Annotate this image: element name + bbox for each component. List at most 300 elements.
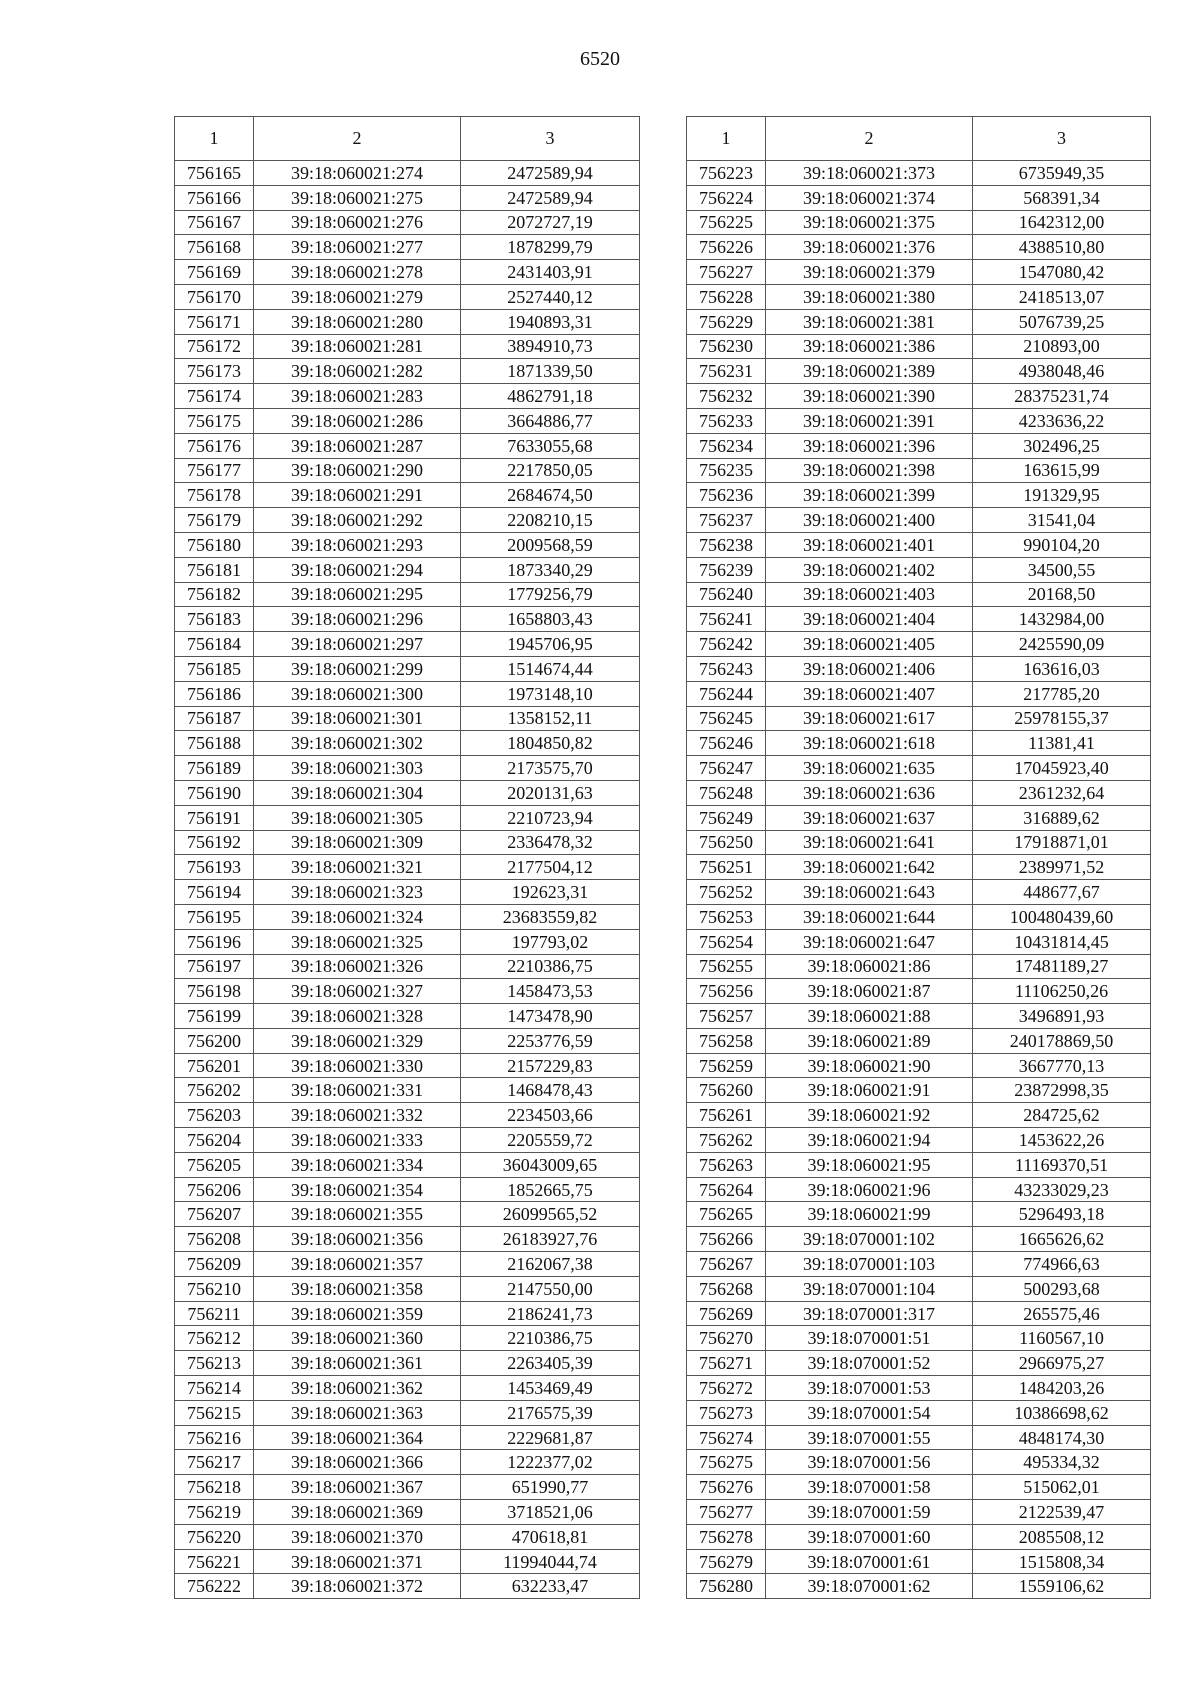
column-header-2: 2 <box>254 117 461 161</box>
table-row <box>175 1252 640 1277</box>
table-row <box>175 1202 640 1227</box>
table-row <box>687 334 1151 359</box>
table-row <box>175 855 640 880</box>
cadastral-number-cell: 39:18:070001:317 <box>766 1301 973 1326</box>
cadastral-number-cell: 39:18:060021:644 <box>766 904 973 929</box>
value-cell: 2147550,00 <box>461 1276 640 1301</box>
cadastral-number-cell: 39:18:060021:278 <box>254 260 461 285</box>
table-row <box>687 1425 1151 1450</box>
value-cell: 2162067,38 <box>461 1252 640 1277</box>
row-number-cell: 756188 <box>175 731 254 756</box>
cadastral-number-cell: 39:18:070001:51 <box>766 1326 973 1351</box>
table-row <box>687 1450 1151 1475</box>
cadastral-number-cell: 39:18:060021:292 <box>254 508 461 533</box>
row-number-cell: 756174 <box>175 384 254 409</box>
value-cell: 1559106,62 <box>973 1574 1151 1599</box>
cadastral-number-cell: 39:18:060021:305 <box>254 805 461 830</box>
value-cell: 2176575,39 <box>461 1400 640 1425</box>
cadastral-number-cell: 39:18:060021:296 <box>254 607 461 632</box>
value-cell: 284725,62 <box>973 1103 1151 1128</box>
table-row <box>687 508 1151 533</box>
table-row <box>175 1276 640 1301</box>
table-row <box>687 681 1151 706</box>
table-row <box>687 632 1151 657</box>
cadastral-number-cell: 39:18:060021:95 <box>766 1152 973 1177</box>
column-header-1: 1 <box>687 117 766 161</box>
table-row <box>687 1574 1151 1599</box>
cadastral-number-cell: 39:18:060021:321 <box>254 855 461 880</box>
value-cell: 2072727,19 <box>461 210 640 235</box>
right-table <box>686 116 1151 1599</box>
table-row <box>687 582 1151 607</box>
cadastral-number-cell: 39:18:060021:391 <box>766 408 973 433</box>
value-cell: 10386698,62 <box>973 1400 1151 1425</box>
value-cell: 5076739,25 <box>973 309 1151 334</box>
cadastral-number-cell: 39:18:070001:54 <box>766 1400 973 1425</box>
value-cell: 4938048,46 <box>973 359 1151 384</box>
row-number-cell: 756210 <box>175 1276 254 1301</box>
value-cell: 2229681,87 <box>461 1425 640 1450</box>
cadastral-number-cell: 39:18:070001:61 <box>766 1549 973 1574</box>
value-cell: 28375231,74 <box>973 384 1151 409</box>
row-number-cell: 756252 <box>687 880 766 905</box>
cadastral-number-cell: 39:18:060021:332 <box>254 1103 461 1128</box>
row-number-cell: 756277 <box>687 1500 766 1525</box>
page-number: 6520 <box>580 48 620 70</box>
table-row <box>175 1549 640 1574</box>
value-cell: 163616,03 <box>973 656 1151 681</box>
row-number-cell: 756214 <box>175 1376 254 1401</box>
cadastral-number-cell: 39:18:060021:403 <box>766 582 973 607</box>
cadastral-number-cell: 39:18:060021:369 <box>254 1500 461 1525</box>
cadastral-number-cell: 39:18:060021:301 <box>254 706 461 731</box>
table-row <box>687 1177 1151 1202</box>
row-number-cell: 756206 <box>175 1177 254 1202</box>
row-number-cell: 756265 <box>687 1202 766 1227</box>
cadastral-number-cell: 39:18:060021:88 <box>766 1004 973 1029</box>
cadastral-number-cell: 39:18:070001:56 <box>766 1450 973 1475</box>
value-cell: 651990,77 <box>461 1475 640 1500</box>
table-row <box>175 1128 640 1153</box>
table-row <box>175 904 640 929</box>
table-row <box>175 1152 640 1177</box>
left-table <box>174 116 640 1599</box>
cadastral-number-cell: 39:18:060021:407 <box>766 681 973 706</box>
cadastral-number-cell: 39:18:060021:274 <box>254 161 461 186</box>
row-number-cell: 756248 <box>687 780 766 805</box>
cadastral-number-cell: 39:18:060021:389 <box>766 359 973 384</box>
row-number-cell: 756178 <box>175 483 254 508</box>
value-cell: 990104,20 <box>973 532 1151 557</box>
table-row <box>687 557 1151 582</box>
value-cell: 240178869,50 <box>973 1028 1151 1053</box>
row-number-cell: 756215 <box>175 1400 254 1425</box>
cadastral-number-cell: 39:18:060021:302 <box>254 731 461 756</box>
cadastral-number-cell: 39:18:060021:280 <box>254 309 461 334</box>
row-number-cell: 756169 <box>175 260 254 285</box>
value-cell: 774966,63 <box>973 1252 1151 1277</box>
row-number-cell: 756211 <box>175 1301 254 1326</box>
value-cell: 515062,01 <box>973 1475 1151 1500</box>
row-number-cell: 756212 <box>175 1326 254 1351</box>
cadastral-number-cell: 39:18:060021:367 <box>254 1475 461 1500</box>
value-cell: 3718521,06 <box>461 1500 640 1525</box>
table-row <box>175 880 640 905</box>
table-row <box>175 1103 640 1128</box>
row-number-cell: 756167 <box>175 210 254 235</box>
row-number-cell: 756183 <box>175 607 254 632</box>
cadastral-number-cell: 39:18:060021:381 <box>766 309 973 334</box>
row-number-cell: 756191 <box>175 805 254 830</box>
value-cell: 2210723,94 <box>461 805 640 830</box>
value-cell: 100480439,60 <box>973 904 1151 929</box>
cadastral-number-cell: 39:18:060021:360 <box>254 1326 461 1351</box>
cadastral-number-cell: 39:18:070001:60 <box>766 1524 973 1549</box>
value-cell: 43233029,23 <box>973 1177 1151 1202</box>
table-row <box>175 731 640 756</box>
table-row <box>175 1227 640 1252</box>
value-cell: 4388510,80 <box>973 235 1151 260</box>
value-cell: 1878299,79 <box>461 235 640 260</box>
value-cell: 2389971,52 <box>973 855 1151 880</box>
table-row <box>175 1078 640 1103</box>
row-number-cell: 756258 <box>687 1028 766 1053</box>
table-row <box>687 855 1151 880</box>
table-row <box>687 309 1151 334</box>
row-number-cell: 756242 <box>687 632 766 657</box>
value-cell: 20168,50 <box>973 582 1151 607</box>
value-cell: 1871339,50 <box>461 359 640 384</box>
cadastral-number-cell: 39:18:060021:386 <box>766 334 973 359</box>
cadastral-number-cell: 39:18:060021:330 <box>254 1053 461 1078</box>
row-number-cell: 756278 <box>687 1524 766 1549</box>
value-cell: 2425590,09 <box>973 632 1151 657</box>
cadastral-number-cell: 39:18:060021:86 <box>766 954 973 979</box>
value-cell: 2253776,59 <box>461 1028 640 1053</box>
cadastral-number-cell: 39:18:060021:373 <box>766 161 973 186</box>
value-cell: 11169370,51 <box>973 1152 1151 1177</box>
value-cell: 1547080,42 <box>973 260 1151 285</box>
row-number-cell: 756236 <box>687 483 766 508</box>
value-cell: 265575,46 <box>973 1301 1151 1326</box>
row-number-cell: 756192 <box>175 830 254 855</box>
table-row <box>687 1400 1151 1425</box>
row-number-cell: 756262 <box>687 1128 766 1153</box>
cadastral-number-cell: 39:18:060021:357 <box>254 1252 461 1277</box>
table-row <box>175 1574 640 1599</box>
row-number-cell: 756267 <box>687 1252 766 1277</box>
value-cell: 1940893,31 <box>461 309 640 334</box>
cadastral-number-cell: 39:18:060021:359 <box>254 1301 461 1326</box>
cadastral-number-cell: 39:18:060021:323 <box>254 880 461 905</box>
value-cell: 11994044,74 <box>461 1549 640 1574</box>
table-row <box>687 1376 1151 1401</box>
table-row <box>175 756 640 781</box>
column-header-3: 3 <box>461 117 640 161</box>
table-row <box>175 1028 640 1053</box>
table-row <box>687 656 1151 681</box>
row-number-cell: 756264 <box>687 1177 766 1202</box>
table-row <box>175 334 640 359</box>
cadastral-number-cell: 39:18:060021:326 <box>254 954 461 979</box>
left-table-body <box>175 161 640 1599</box>
cadastral-number-cell: 39:18:060021:398 <box>766 458 973 483</box>
row-number-cell: 756245 <box>687 706 766 731</box>
row-number-cell: 756260 <box>687 1078 766 1103</box>
value-cell: 163615,99 <box>973 458 1151 483</box>
table-row <box>687 185 1151 210</box>
cadastral-number-cell: 39:18:060021:362 <box>254 1376 461 1401</box>
row-number-cell: 756187 <box>175 706 254 731</box>
table-row <box>175 458 640 483</box>
row-number-cell: 756253 <box>687 904 766 929</box>
cadastral-number-cell: 39:18:060021:366 <box>254 1450 461 1475</box>
value-cell: 2234503,66 <box>461 1103 640 1128</box>
value-cell: 2157229,83 <box>461 1053 640 1078</box>
value-cell: 36043009,65 <box>461 1152 640 1177</box>
cadastral-number-cell: 39:18:060021:400 <box>766 508 973 533</box>
table-row <box>175 656 640 681</box>
row-number-cell: 756199 <box>175 1004 254 1029</box>
value-cell: 1484203,26 <box>973 1376 1151 1401</box>
row-number-cell: 756229 <box>687 309 766 334</box>
table-row <box>175 1425 640 1450</box>
table-row <box>175 1004 640 1029</box>
cadastral-number-cell: 39:18:060021:275 <box>254 185 461 210</box>
table-row <box>687 235 1151 260</box>
value-cell: 1453469,49 <box>461 1376 640 1401</box>
table-row <box>175 929 640 954</box>
cadastral-number-cell: 39:18:060021:372 <box>254 1574 461 1599</box>
row-number-cell: 756270 <box>687 1326 766 1351</box>
table-row <box>687 210 1151 235</box>
value-cell: 1852665,75 <box>461 1177 640 1202</box>
row-number-cell: 756195 <box>175 904 254 929</box>
table-row <box>687 1078 1151 1103</box>
value-cell: 26183927,76 <box>461 1227 640 1252</box>
table-row <box>175 805 640 830</box>
value-cell: 2263405,39 <box>461 1351 640 1376</box>
value-cell: 7633055,68 <box>461 433 640 458</box>
table-row <box>687 1004 1151 1029</box>
row-number-cell: 756198 <box>175 979 254 1004</box>
table-row <box>175 979 640 1004</box>
cadastral-number-cell: 39:18:060021:331 <box>254 1078 461 1103</box>
left-table-header <box>175 117 640 161</box>
cadastral-number-cell: 39:18:060021:324 <box>254 904 461 929</box>
row-number-cell: 756266 <box>687 1227 766 1252</box>
row-number-cell: 756259 <box>687 1053 766 1078</box>
cadastral-number-cell: 39:18:070001:53 <box>766 1376 973 1401</box>
row-number-cell: 756193 <box>175 855 254 880</box>
cadastral-number-cell: 39:18:060021:283 <box>254 384 461 409</box>
value-cell: 3496891,93 <box>973 1004 1151 1029</box>
value-cell: 17481189,27 <box>973 954 1151 979</box>
cadastral-number-cell: 39:18:060021:286 <box>254 408 461 433</box>
table-row <box>175 1053 640 1078</box>
value-cell: 1665626,62 <box>973 1227 1151 1252</box>
value-cell: 1458473,53 <box>461 979 640 1004</box>
value-cell: 6735949,35 <box>973 161 1151 186</box>
row-number-cell: 756231 <box>687 359 766 384</box>
value-cell: 5296493,18 <box>973 1202 1151 1227</box>
table-row <box>687 161 1151 186</box>
cadastral-number-cell: 39:18:060021:304 <box>254 780 461 805</box>
cadastral-number-cell: 39:18:060021:380 <box>766 284 973 309</box>
row-number-cell: 756223 <box>687 161 766 186</box>
column-header-1: 1 <box>175 117 254 161</box>
row-number-cell: 756238 <box>687 532 766 557</box>
row-number-cell: 756200 <box>175 1028 254 1053</box>
cadastral-number-cell: 39:18:060021:333 <box>254 1128 461 1153</box>
value-cell: 31541,04 <box>973 508 1151 533</box>
value-cell: 2122539,47 <box>973 1500 1151 1525</box>
table-row <box>175 1177 640 1202</box>
row-number-cell: 756221 <box>175 1549 254 1574</box>
cadastral-number-cell: 39:18:070001:62 <box>766 1574 973 1599</box>
row-number-cell: 756247 <box>687 756 766 781</box>
cadastral-number-cell: 39:18:060021:300 <box>254 681 461 706</box>
cadastral-number-cell: 39:18:060021:635 <box>766 756 973 781</box>
table-row <box>687 1475 1151 1500</box>
cadastral-number-cell: 39:18:060021:358 <box>254 1276 461 1301</box>
right-table-header <box>687 117 1151 161</box>
cadastral-number-cell: 39:18:060021:282 <box>254 359 461 384</box>
cadastral-number-cell: 39:18:060021:87 <box>766 979 973 1004</box>
value-cell: 1432984,00 <box>973 607 1151 632</box>
table-row <box>687 1103 1151 1128</box>
cadastral-number-cell: 39:18:060021:325 <box>254 929 461 954</box>
row-number-cell: 756175 <box>175 408 254 433</box>
cadastral-number-cell: 39:18:060021:371 <box>254 1549 461 1574</box>
row-number-cell: 756168 <box>175 235 254 260</box>
row-number-cell: 756184 <box>175 632 254 657</box>
cadastral-number-cell: 39:18:060021:374 <box>766 185 973 210</box>
cadastral-number-cell: 39:18:060021:376 <box>766 235 973 260</box>
cadastral-number-cell: 39:18:060021:637 <box>766 805 973 830</box>
cadastral-number-cell: 39:18:060021:277 <box>254 235 461 260</box>
value-cell: 470618,81 <box>461 1524 640 1549</box>
table-row <box>175 582 640 607</box>
row-number-cell: 756244 <box>687 681 766 706</box>
row-number-cell: 756186 <box>175 681 254 706</box>
table-row <box>687 706 1151 731</box>
table-row <box>175 185 640 210</box>
row-number-cell: 756213 <box>175 1351 254 1376</box>
row-number-cell: 756207 <box>175 1202 254 1227</box>
row-number-cell: 756280 <box>687 1574 766 1599</box>
row-number-cell: 756182 <box>175 582 254 607</box>
value-cell: 1873340,29 <box>461 557 640 582</box>
row-number-cell: 756205 <box>175 1152 254 1177</box>
table-row <box>175 309 640 334</box>
cadastral-number-cell: 39:18:060021:290 <box>254 458 461 483</box>
table-row <box>175 1475 640 1500</box>
row-number-cell: 756226 <box>687 235 766 260</box>
table-row <box>175 161 640 186</box>
row-number-cell: 756250 <box>687 830 766 855</box>
table-row <box>687 483 1151 508</box>
cadastral-number-cell: 39:18:060021:96 <box>766 1177 973 1202</box>
row-number-cell: 756228 <box>687 284 766 309</box>
table-row <box>687 929 1151 954</box>
table-row <box>687 1326 1151 1351</box>
table-row <box>687 1152 1151 1177</box>
cadastral-number-cell: 39:18:060021:334 <box>254 1152 461 1177</box>
table-row <box>687 880 1151 905</box>
cadastral-number-cell: 39:18:060021:402 <box>766 557 973 582</box>
value-cell: 11381,41 <box>973 731 1151 756</box>
table-row <box>687 532 1151 557</box>
value-cell: 2173575,70 <box>461 756 640 781</box>
table-row <box>175 706 640 731</box>
table-row <box>687 1351 1151 1376</box>
value-cell: 3894910,73 <box>461 334 640 359</box>
cadastral-number-cell: 39:18:060021:361 <box>254 1351 461 1376</box>
value-cell: 1779256,79 <box>461 582 640 607</box>
row-number-cell: 756232 <box>687 384 766 409</box>
table-row <box>687 904 1151 929</box>
cadastral-number-cell: 39:18:060021:91 <box>766 1078 973 1103</box>
value-cell: 2361232,64 <box>973 780 1151 805</box>
cadastral-number-cell: 39:18:060021:363 <box>254 1400 461 1425</box>
row-number-cell: 756202 <box>175 1078 254 1103</box>
row-number-cell: 756233 <box>687 408 766 433</box>
cadastral-number-cell: 39:18:060021:99 <box>766 1202 973 1227</box>
row-number-cell: 756197 <box>175 954 254 979</box>
cadastral-number-cell: 39:18:060021:89 <box>766 1028 973 1053</box>
table-row <box>687 731 1151 756</box>
cadastral-number-cell: 39:18:060021:328 <box>254 1004 461 1029</box>
value-cell: 2684674,50 <box>461 483 640 508</box>
row-number-cell: 756249 <box>687 805 766 830</box>
value-cell: 302496,25 <box>973 433 1151 458</box>
cadastral-number-cell: 39:18:060021:309 <box>254 830 461 855</box>
table-row <box>175 508 640 533</box>
table-row <box>687 384 1151 409</box>
value-cell: 3667770,13 <box>973 1053 1151 1078</box>
table-row <box>175 557 640 582</box>
row-number-cell: 756224 <box>687 185 766 210</box>
cadastral-number-cell: 39:18:060021:636 <box>766 780 973 805</box>
cadastral-number-cell: 39:18:060021:617 <box>766 706 973 731</box>
row-number-cell: 756257 <box>687 1004 766 1029</box>
row-number-cell: 756171 <box>175 309 254 334</box>
table-row <box>175 408 640 433</box>
cadastral-number-cell: 39:18:060021:399 <box>766 483 973 508</box>
row-number-cell: 756165 <box>175 161 254 186</box>
cadastral-number-cell: 39:18:060021:641 <box>766 830 973 855</box>
value-cell: 17045923,40 <box>973 756 1151 781</box>
value-cell: 1160567,10 <box>973 1326 1151 1351</box>
value-cell: 191329,95 <box>973 483 1151 508</box>
cadastral-number-cell: 39:18:060021:390 <box>766 384 973 409</box>
value-cell: 632233,47 <box>461 1574 640 1599</box>
cadastral-number-cell: 39:18:060021:354 <box>254 1177 461 1202</box>
row-number-cell: 756194 <box>175 880 254 905</box>
value-cell: 1358152,11 <box>461 706 640 731</box>
cadastral-number-cell: 39:18:060021:356 <box>254 1227 461 1252</box>
row-number-cell: 756274 <box>687 1425 766 1450</box>
table-row <box>175 433 640 458</box>
value-cell: 192623,31 <box>461 880 640 905</box>
table-row <box>687 979 1151 1004</box>
table-row <box>687 1227 1151 1252</box>
cadastral-number-cell: 39:18:060021:327 <box>254 979 461 1004</box>
row-number-cell: 756237 <box>687 508 766 533</box>
row-number-cell: 756190 <box>175 780 254 805</box>
cadastral-number-cell: 39:18:070001:55 <box>766 1425 973 1450</box>
